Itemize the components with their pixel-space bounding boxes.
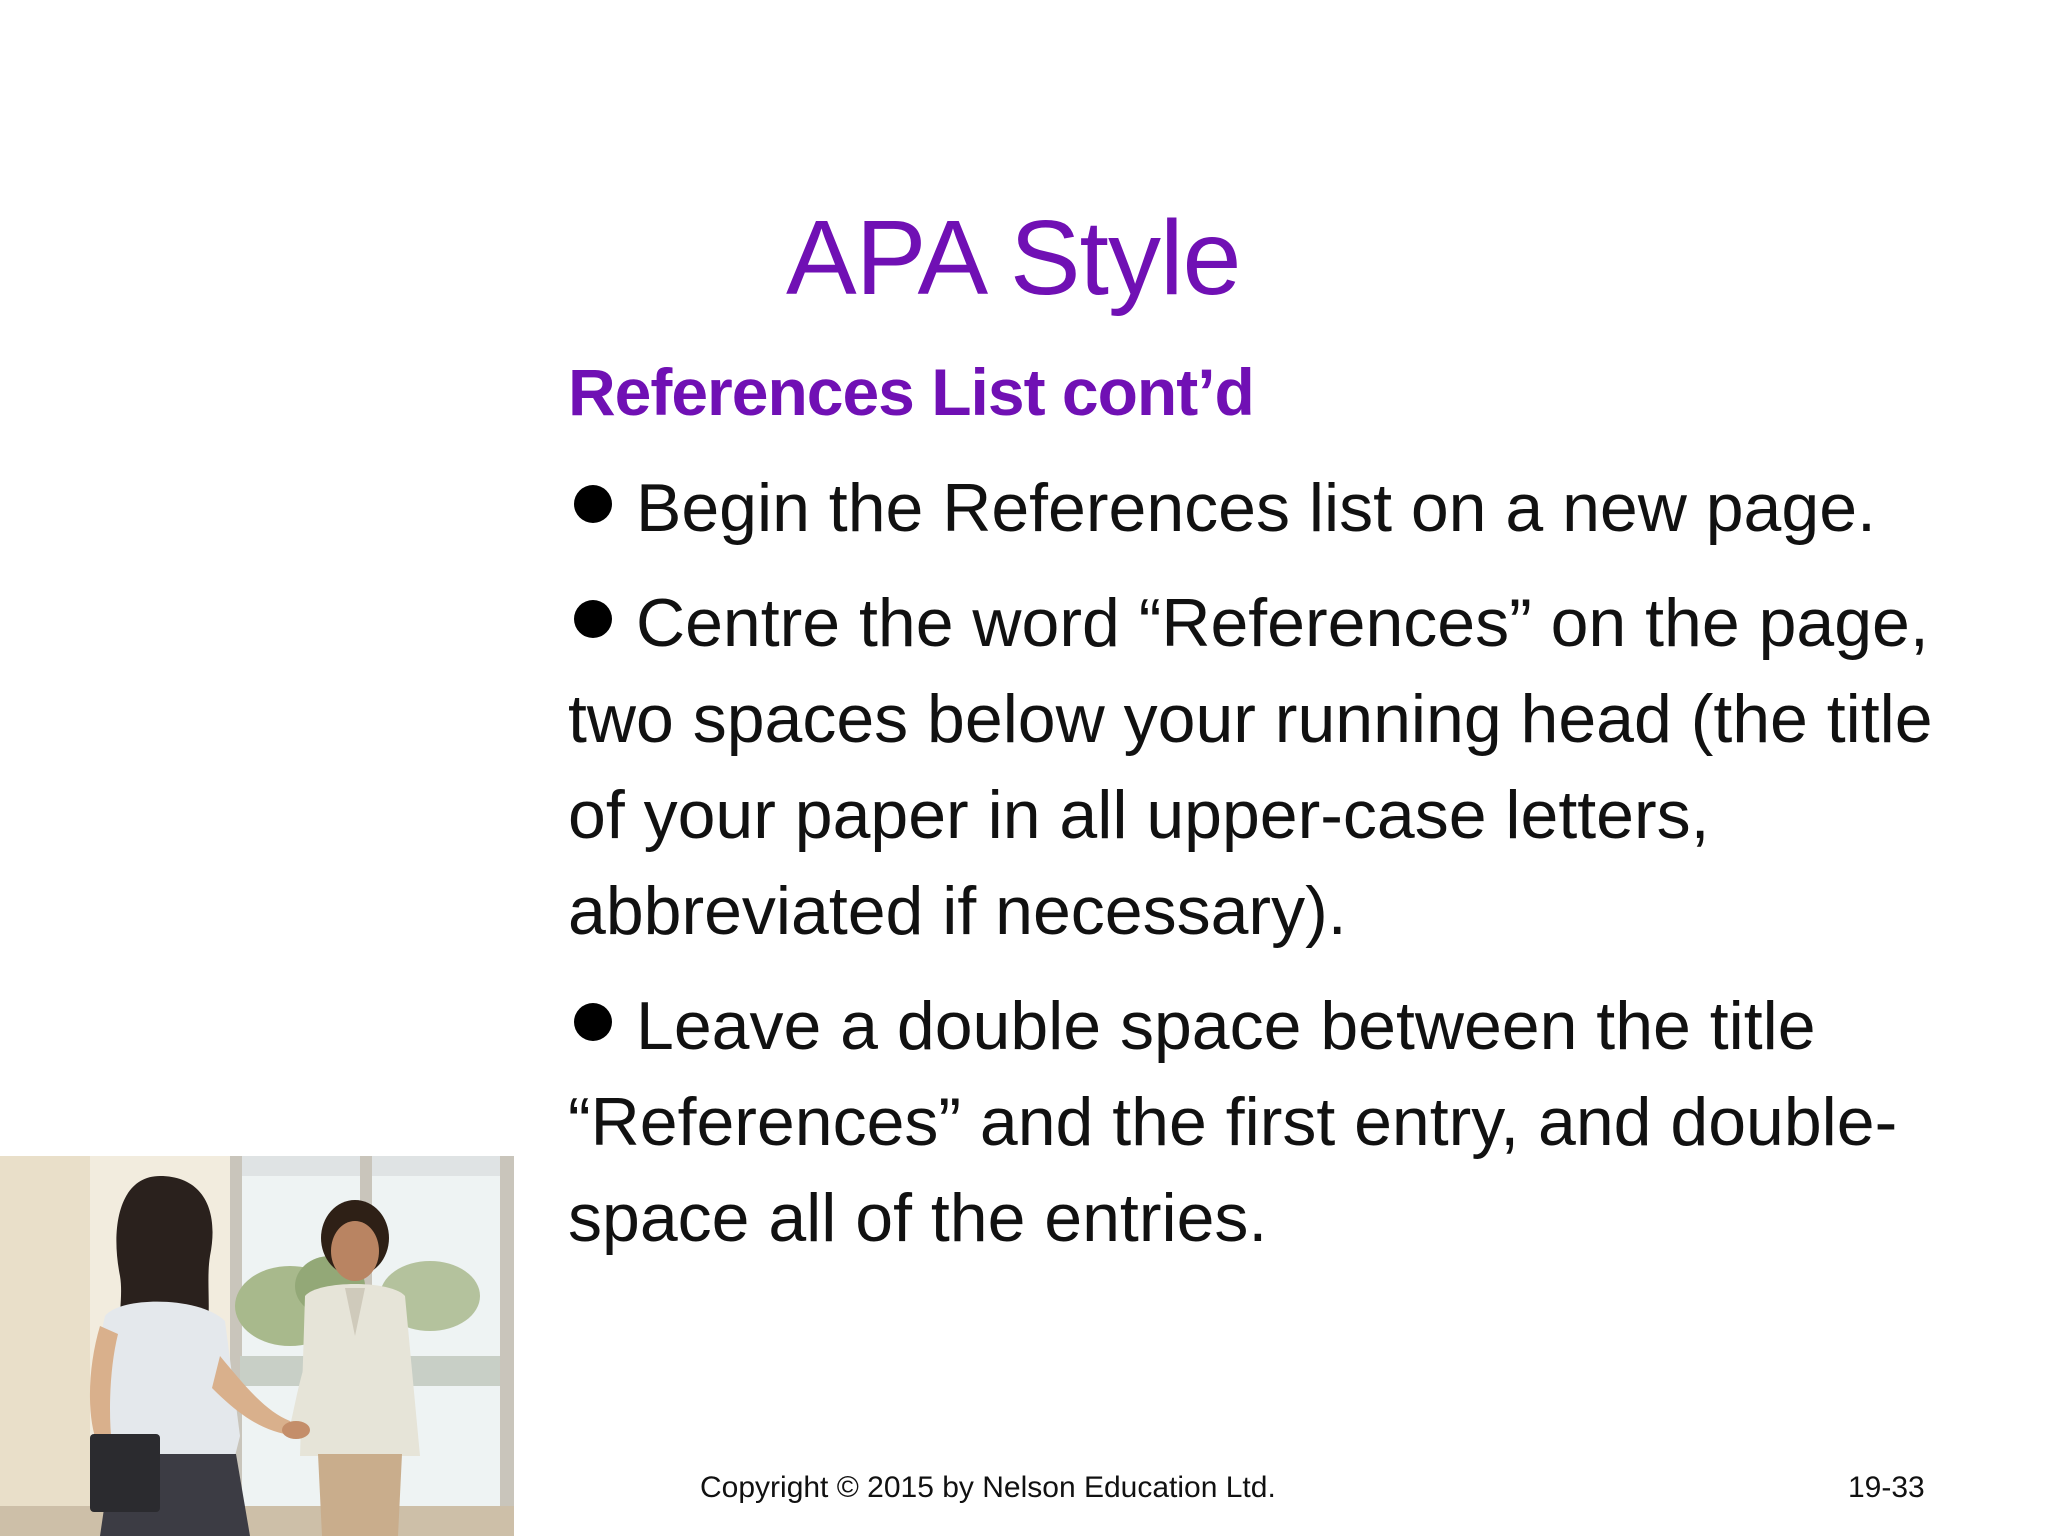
slide-subtitle: References List cont’d bbox=[568, 355, 1254, 429]
bullet-dot-icon bbox=[574, 1003, 612, 1041]
bullet-dot-icon bbox=[574, 485, 612, 523]
footer-page-number: 19-33 bbox=[1848, 1471, 1925, 1504]
footer-copyright: Copyright © 2015 by Nelson Education Ltd. bbox=[700, 1471, 1276, 1504]
bullet-text: Centre the word “References” on the page, two spaces below your running head (the title of your paper in all upper-case letters, abbreviated if necessary). bbox=[568, 585, 1933, 949]
bullet-item-3 bbox=[568, 978, 1988, 1266]
bullet-text: Leave a double space between the title “References” and the first entry, and double-space all of the entries. bbox=[568, 988, 1898, 1256]
bullet-item-2 bbox=[568, 575, 1988, 959]
slide-title: APA Style bbox=[786, 199, 1241, 317]
photo-two-women-handshake bbox=[0, 1156, 514, 1536]
bullet-item-1 bbox=[568, 460, 1988, 556]
bullet-dot-icon bbox=[574, 600, 612, 638]
bullet-text: Begin the References list on a new page. bbox=[636, 470, 1876, 546]
